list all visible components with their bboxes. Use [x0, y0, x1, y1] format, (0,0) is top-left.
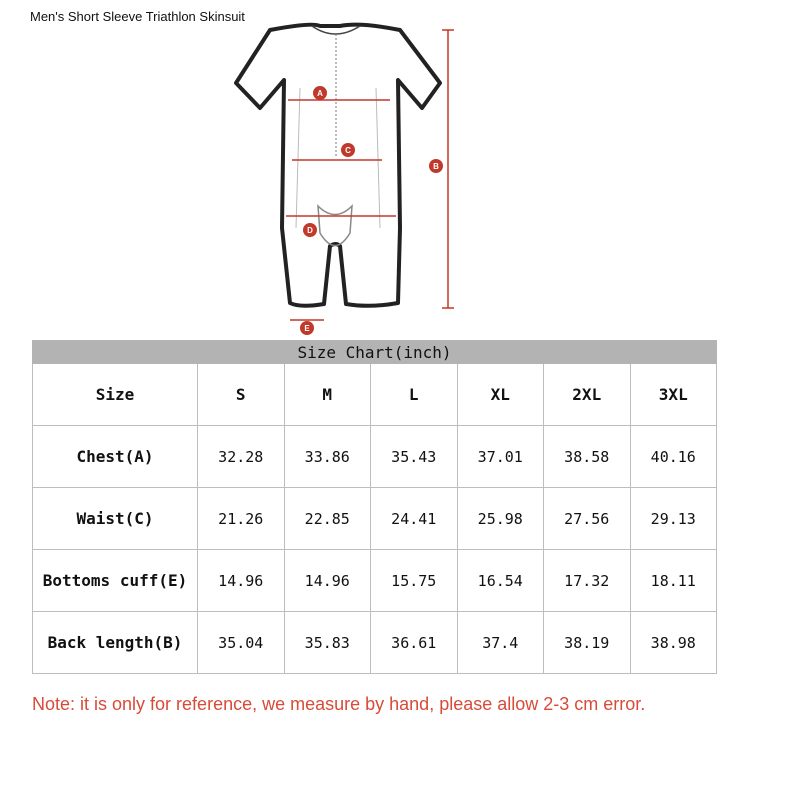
header-cell: XL — [457, 364, 544, 426]
table-cell: 37.01 — [457, 426, 544, 488]
table-cell: 18.11 — [630, 550, 717, 612]
header-cell: 2XL — [544, 364, 631, 426]
table-cell: 38.98 — [630, 612, 717, 674]
marker-b-label: B — [433, 162, 439, 171]
header-cell: M — [284, 364, 371, 426]
table-cell: 35.04 — [198, 612, 285, 674]
table-cell: 27.56 — [544, 488, 631, 550]
table-cell: 15.75 — [371, 550, 458, 612]
table-cell: 32.28 — [198, 426, 285, 488]
table-row — [33, 612, 717, 674]
marker-a-label: A — [317, 89, 323, 98]
table-cell: 40.16 — [630, 426, 717, 488]
header-cell: S — [198, 364, 285, 426]
header-cell: 3XL — [630, 364, 717, 426]
table-cell: 29.13 — [630, 488, 717, 550]
table-cell: 14.96 — [198, 550, 285, 612]
skinsuit-diagram — [200, 18, 500, 338]
size-chart-table — [32, 340, 717, 674]
skinsuit-outline — [236, 25, 440, 306]
table-row — [33, 550, 717, 612]
header-cell: Size — [33, 364, 198, 426]
table-cell: 36.61 — [371, 612, 458, 674]
table-cell: 25.98 — [457, 488, 544, 550]
table-cell: 35.83 — [284, 612, 371, 674]
marker-d-label: D — [307, 226, 313, 235]
table-cell: 22.85 — [284, 488, 371, 550]
row-label: Waist(C) — [33, 488, 198, 550]
disclaimer-note: Note: it is only for reference, we measure by hand, please allow 2-3 cm error. — [32, 694, 646, 714]
table-row — [33, 426, 717, 488]
marker-e-label: E — [304, 324, 310, 333]
table-caption: Size Chart(inch) — [33, 341, 717, 364]
table-cell: 24.41 — [371, 488, 458, 550]
table-cell: 38.19 — [544, 612, 631, 674]
table-cell: 38.58 — [544, 426, 631, 488]
table-cell: 16.54 — [457, 550, 544, 612]
table-cell: 17.32 — [544, 550, 631, 612]
table-cell: 21.26 — [198, 488, 285, 550]
side-seam-right — [376, 88, 380, 228]
row-label: Bottoms cuff(E) — [33, 550, 198, 612]
table-row — [33, 488, 717, 550]
side-seam-left — [296, 88, 300, 228]
crotch-pad — [318, 206, 352, 246]
header-cell: L — [371, 364, 458, 426]
table-cell: 37.4 — [457, 612, 544, 674]
row-label: Chest(A) — [33, 426, 198, 488]
table-cell: 33.86 — [284, 426, 371, 488]
table-cell: 14.96 — [284, 550, 371, 612]
row-label: Back length(B) — [33, 612, 198, 674]
marker-c-label: C — [345, 146, 351, 155]
table-cell: 35.43 — [371, 426, 458, 488]
page-title: Men's Short Sleeve Triathlon Skinsuit — [30, 9, 245, 24]
table-header-row — [33, 364, 717, 426]
